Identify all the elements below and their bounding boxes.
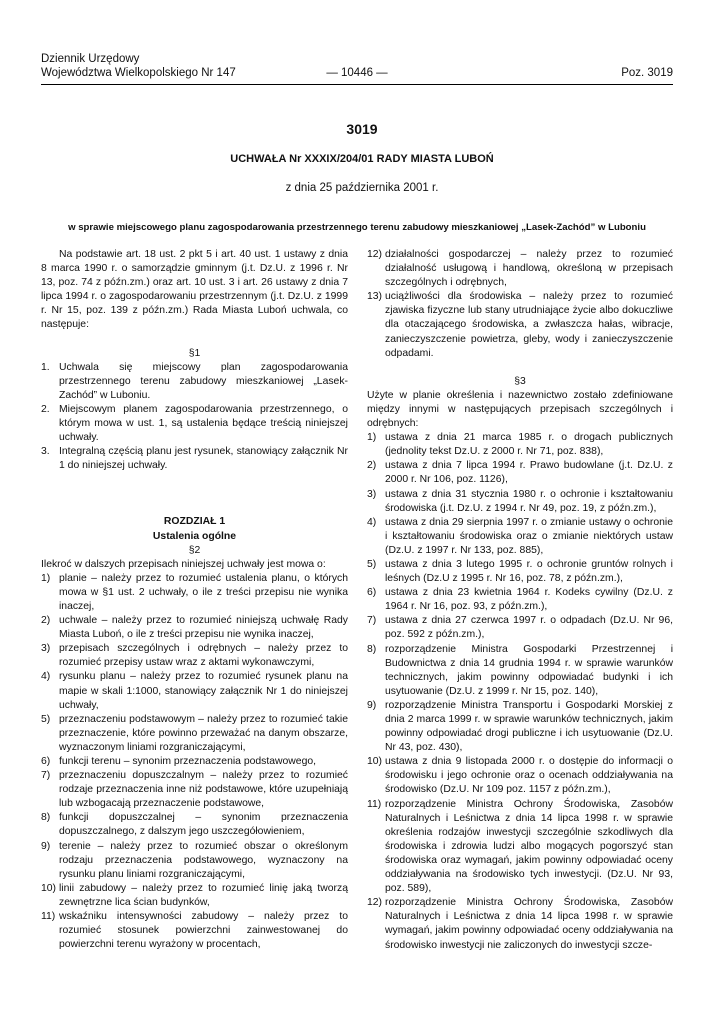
- list-item: [367, 755, 673, 797]
- list-item: [367, 586, 673, 614]
- list-item: [41, 882, 348, 910]
- page-number: — 10446 —: [326, 67, 388, 79]
- list-item-number: 3.: [41, 446, 50, 458]
- list-item-number: 10): [367, 756, 383, 768]
- list-item-number: 1): [367, 432, 377, 444]
- list-item: [41, 614, 348, 642]
- list-item-text: planie – należy przez to rozumieć ustalenia planu, o których mowa w §1 ust. 2 uchwały, o ile z treści przepisu nie wynika inaczej,: [59, 572, 348, 612]
- list-item-number: 9): [367, 699, 377, 711]
- list-item-number: 12): [367, 897, 383, 909]
- list-item-number: 3): [41, 643, 51, 655]
- list-item: [367, 896, 673, 952]
- section-2-intro: Ilekroć w dalszych przepisach niniejszej uchwały jest mowa o:: [41, 558, 326, 570]
- list-item: [41, 403, 348, 445]
- list-item-number: 8): [367, 643, 377, 655]
- list-item-number: 4): [41, 671, 51, 683]
- list-item-number: 2.: [41, 403, 50, 415]
- list-item-text: uciążliwości dla środowiska – należy przez to rozumieć zjawiska fizyczne lub stany utrudniające życie albo dokuczliwe dla otaczającego środowiska, a zwłaszcza hałas, wibracje, zanieczyszczenie powietrza, gleby, wody i zanieczyszczenie odpadami.: [385, 291, 673, 359]
- list-item-text: rozporządzenie Ministra Gospodarki Przestrzennej i Budownictwa z dnia 14 grudnia 1994 r. w sprawie warunków technicznych, jakim powinny odpowiadać budynki i ich usytuowanie (Dz.U. z 1999 r. Nr 15, poz. 140),: [385, 643, 673, 697]
- right-column: [367, 248, 673, 953]
- list-item-text: terenie – należy przez to rozumieć obszar o określonym rodzaju przeznaczenia podstawowego, wyznaczony na rysunku planu liniami rozgraniczającymi,: [59, 840, 348, 880]
- list-item-text: rozporządzenie Ministra Transportu i Gospodarki Morskiej z dnia 2 marca 1999 r. w sprawie warunków technicznych, jakim powinny odpowiadać drogi publiczne i ich usytuowanie (Dz.U. Nr 43, poz. 430),: [385, 699, 673, 754]
- list-item-text: ustawa z dnia 9 listopada 2000 r. o dostępie do informacji o środowisku i jego ochronie oraz o ocenach oddziaływania na środowisko (Dz.U. Nr 109 poz. 1157 z późn.zm.),: [385, 756, 673, 796]
- list-item: [41, 840, 348, 882]
- list-item: [367, 290, 673, 360]
- list-item-text: działalności gospodarczej – należy przez to rozumieć działalność usługową i handlową, określoną w przepisach szczególnych i odrębnych,: [385, 249, 673, 289]
- list-item-number: 7): [41, 770, 51, 782]
- list-item: [41, 572, 348, 614]
- list-item-text: ustawa z dnia 7 lipca 1994 r. Prawo budowlane (j.t. Dz.U. z 2000 r. Nr 106, poz. 1126),: [385, 460, 673, 486]
- section-1-heading: §1: [188, 347, 201, 359]
- list-item: [41, 642, 348, 670]
- list-item-text: rozporządzenie Ministra Ochrony Środowiska, Zasobów Naturalnych i Leśnictwa z dnia 14 lipca 1998 r. w sprawie wymagań, jakim powinny odpowiadać oceny oddziaływania na środowisko inwestycji nie zaliczonych do inwestycji szcze-: [385, 897, 673, 951]
- list-item: [41, 361, 348, 403]
- list-item: [367, 516, 673, 558]
- section-2-list-continued: [367, 248, 673, 361]
- section-3-intro: Użyte w planie określenia i nazewnictwo zostało zdefiniowane między innymi w następujących przepisach szczególnych i odrębnych:: [367, 389, 673, 430]
- list-item-number: 3): [367, 488, 377, 500]
- list-item: [41, 910, 348, 952]
- header-rule: [41, 84, 673, 85]
- list-item: [41, 670, 348, 712]
- list-item-number: 13): [367, 291, 383, 303]
- list-item-number: 11): [367, 798, 382, 810]
- left-column: [41, 248, 348, 952]
- list-item-text: ustawa z dnia 27 czerwca 1997 r. o odpadach (Dz.U. Nr 96, poz. 592 z późn.zm.),: [385, 615, 673, 641]
- journal-name-line2: Województwa Wielkopolskiego Nr 147: [41, 67, 236, 79]
- list-item-text: ustawa z dnia 31 stycznia 1980 r. o ochronie i kształtowaniu środowiska (j.t. Dz.U. z 1994 r. Nr 49, poz. 19, z późn.zm.),: [385, 488, 673, 514]
- document-number: 3019: [346, 121, 378, 137]
- chapter-title: Ustalenia ogólne: [152, 530, 237, 542]
- list-item-text: linii zabudowy – należy przez to rozumieć linię jaką tworzą zewnętrzne lica ścian budynków,: [59, 882, 348, 908]
- list-item-text: wskaźniku intensywności zabudowy – należy przez to rozumieć stosunek powierzchni zainwestowanej do powierzchni terenu wyrażony w procentach,: [59, 911, 348, 951]
- list-item-number: 1): [41, 572, 51, 584]
- section-3-heading: §3: [514, 375, 526, 387]
- list-item-number: 6): [41, 756, 51, 767]
- list-item-number: 7): [367, 615, 377, 627]
- list-item-number: 11): [41, 911, 56, 923]
- list-item: [41, 811, 348, 839]
- list-item: [367, 614, 673, 642]
- section-2-heading: §2: [188, 544, 201, 556]
- resolution-date: z dnia 25 października 2001 r.: [285, 182, 439, 194]
- list-item: [41, 769, 348, 811]
- list-item-text: ustawa z dnia 29 sierpnia 1997 r. o zmianie ustawy o ochronie i kształtowaniu środowiska oraz o zmianie niektórych ustaw (Dz.U. z 1997 r. Nr 133, poz. 885),: [385, 516, 673, 556]
- list-item-number: 9): [41, 840, 51, 852]
- list-item-number: 12): [367, 249, 383, 260]
- list-item-text: Integralną częścią planu jest rysunek, stanowiący załącznik Nr 1 do niniejszej uchwały.: [59, 446, 348, 472]
- list-item-text: ustawa z dnia 23 kwietnia 1964 r. Kodeks cywilny (Dz.U. z 1964 r. Nr 16, poz. 93, z późn.zm.),: [385, 587, 673, 613]
- resolution-subject: w sprawie miejscowego planu zagospodarowania przestrzennego terenu zabudowy mieszkaniowej „Lasek-Zachód” w Luboniu: [68, 222, 646, 233]
- section-2-list: [41, 572, 348, 953]
- chapter-heading: ROZDZIAŁ 1: [163, 516, 226, 528]
- list-item-text: rysunku planu – należy przez to rozumieć rysunek planu na mapie w skali 1:1000, stanowiący załącznik Nr 1 do niniejszej uchwały,: [59, 671, 348, 711]
- resolution-title: UCHWAŁA Nr XXXIX/204/01 RADY MIASTA LUBOŃ: [230, 153, 494, 165]
- position-number: Poz. 3019: [621, 67, 673, 79]
- list-item-text: ustawa z dnia 21 marca 1985 r. o drogach publicznych (jednolity tekst Dz.U. z 2000 r. Nr 71, poz. 838),: [385, 432, 673, 458]
- list-item-text: ustawa z dnia 3 lutego 1995 r. o ochronie gruntów rolnych i leśnych (Dz.U z 1995 r. Nr 16, poz. 78, z późn.zm.),: [385, 558, 673, 585]
- section-1-list: [41, 361, 348, 474]
- list-item: [367, 643, 673, 699]
- preamble: Na podstawie art. 18 ust. 2 pkt 5 i art. 40 ust. 1 ustawy z dnia 8 marca 1990 r. o samorządzie gminnym (j.t. Dz.U. z 1996 r. Nr 13, poz. 74 z późn.zm.) oraz art. 10 ust. 3 i art. 26 ustawy z dnia 7 lipca 1994 r. o zagospodarowaniu przestrzennym (j.t. Dz.U. z 1999 r. Nr 15, poz. 139 z późn.zm.) Rada Miasta Luboń uchwala, co następuje:: [41, 249, 348, 331]
- list-item-number: 10): [41, 882, 57, 894]
- list-item-text: Miejscowym planem zagospodarowania przestrzennego, o którym mowa w ust. 1, są ustalenia będące treścią niniejszej uchwały.: [59, 403, 348, 444]
- list-item: [41, 755, 348, 769]
- page-header: [41, 52, 673, 84]
- section-3-list: [367, 431, 673, 952]
- list-item-text: przepisach szczególnych i odrębnych – należy przez to rozumieć przepisy ustaw wraz z aktami wykonawczymi,: [59, 643, 348, 669]
- list-item-text: Uchwala się miejscowy plan zagospodarowania przestrzennego terenu zabudowy mieszkaniowej „Lasek-Zachód” w Luboniu.: [59, 361, 348, 401]
- list-item-text: uchwale – należy przez to rozumieć niniejszą uchwałę Rady Miasta Luboń, o ile z treści przepisu nie wynika inaczej,: [59, 615, 348, 641]
- journal-name-line1: Dziennik Urzędowy: [41, 53, 140, 65]
- list-item-text: funkcji terenu – synonim przeznaczenia podstawowego,: [59, 756, 317, 767]
- list-item: [41, 445, 348, 473]
- list-item-text: rozporządzenie Ministra Ochrony Środowiska, Zasobów Naturalnych i Leśnictwa z dnia 14 lipca 1998 r. w sprawie określenia rodzajów inwestycji szczególnie szkodliwych dla środowiska i zdrowia ludzi albo mogących pogorszyć stan środowiska oraz wymagań, jakim powinny odpowiadać oceny oddziaływania na środowisko tych inwestycji. (Dz.U. Nr 93, poz. 589),: [385, 798, 673, 895]
- list-item: [41, 713, 348, 755]
- list-item: [367, 248, 673, 290]
- list-item-number: 1.: [41, 361, 50, 373]
- list-item-number: 2): [367, 460, 377, 472]
- list-item-text: przeznaczeniu podstawowym – należy przez to rozumieć takie przeznaczenie, które powinno przeważać na danym obszarze, wyznaczonym liniami rozgraniczającymi,: [59, 713, 348, 753]
- list-item-number: 5): [367, 558, 377, 570]
- list-item-number: 2): [41, 615, 51, 627]
- list-item: [367, 699, 673, 755]
- list-item: [367, 488, 673, 516]
- list-item-number: 5): [41, 713, 51, 725]
- list-item-text: przeznaczeniu dopuszczalnym – należy przez to rozumieć rodzaje przeznaczenia inne niż podstawowe, które uzupełniają lub wzbogacają przeznaczenie podstawowe,: [59, 770, 348, 810]
- list-item: [367, 558, 673, 586]
- list-item-number: 8): [41, 812, 51, 824]
- list-item: [367, 459, 673, 487]
- list-item-text: funkcji dopuszczalnej – synonim przeznaczenia dopuszczalnego, z dalszym jego uszczegółowieniem,: [59, 812, 348, 838]
- list-item-number: 4): [367, 516, 377, 528]
- list-item-number: 6): [367, 587, 377, 599]
- list-item: [367, 431, 673, 459]
- list-item: [367, 798, 673, 897]
